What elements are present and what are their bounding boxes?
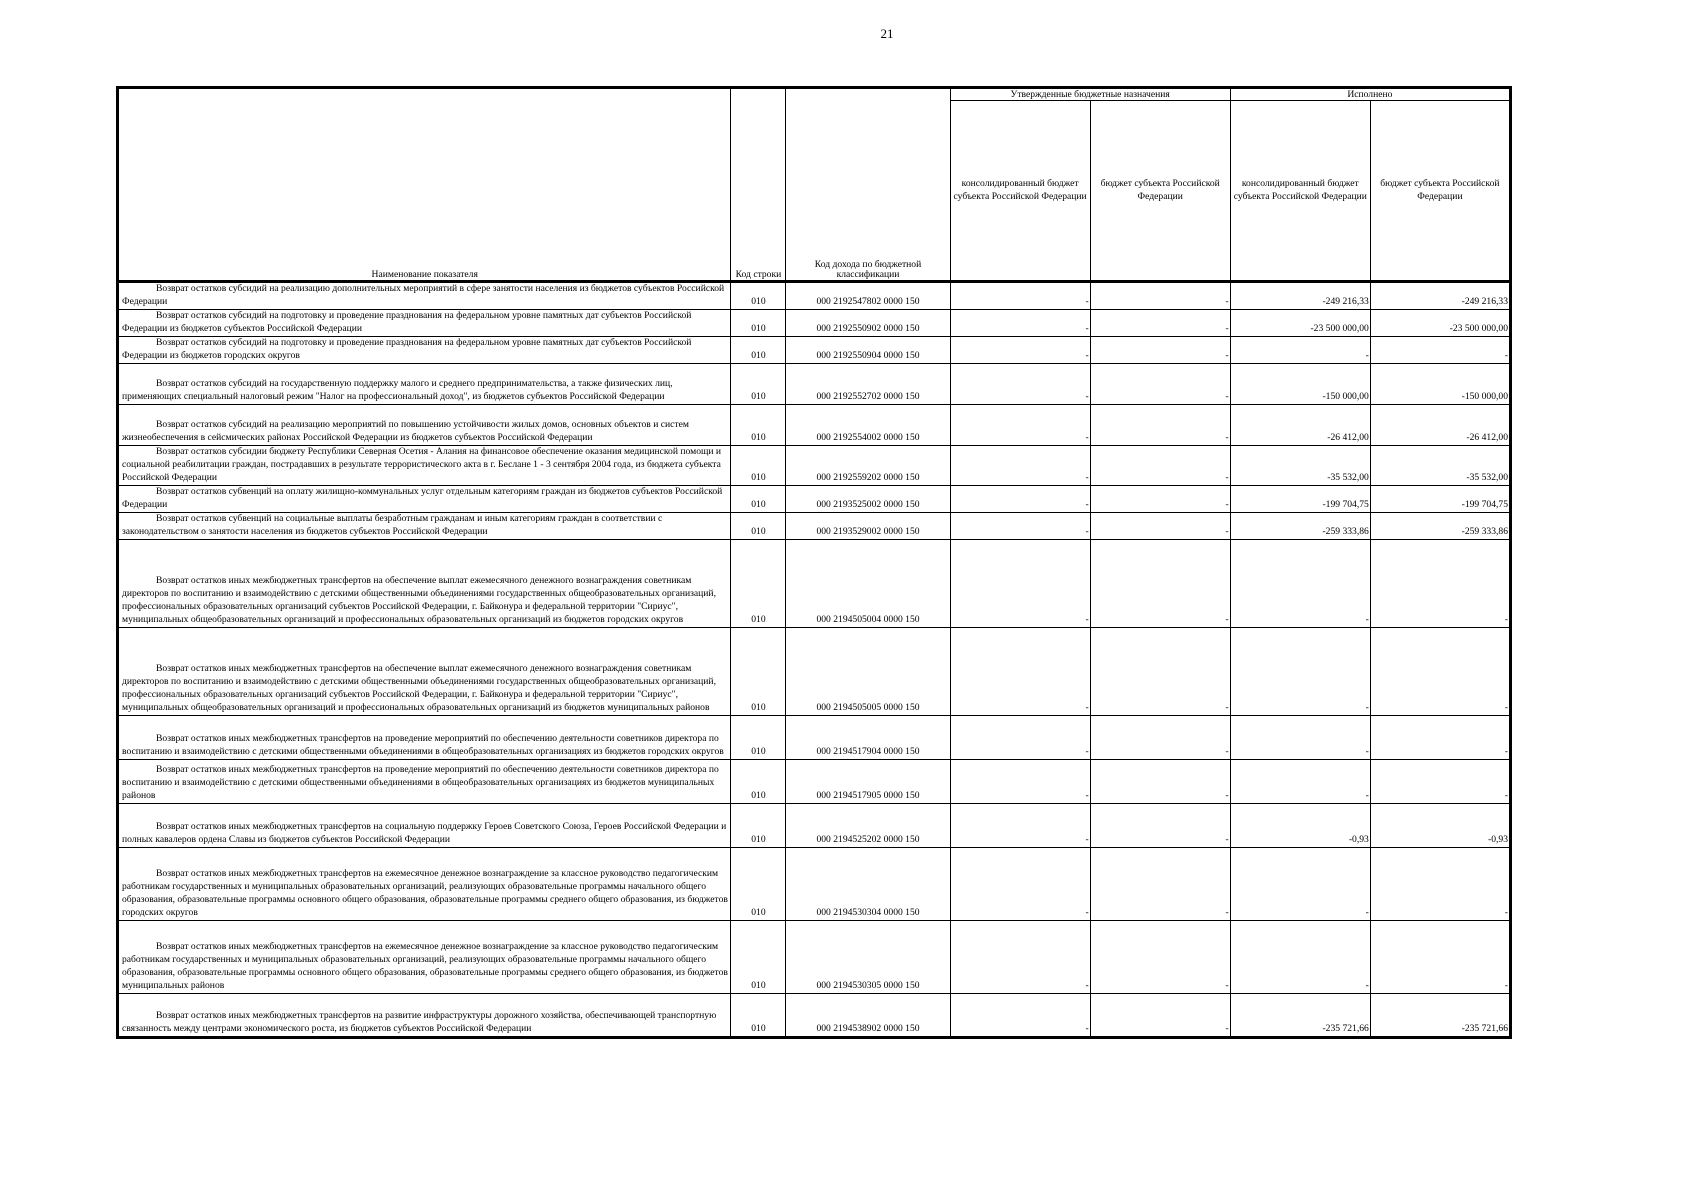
row-name-text: Возврат остатков субвенций на социальные выплаты безработным гражданам и иным категориям граждан в соответствии с законодательством о занятости населения из бюджетов субъектов Российской Федерации [122, 513, 663, 537]
row-line-code: 010 [731, 920, 786, 993]
row-executed-subject: - [1370, 759, 1510, 803]
budget-table [116, 86, 1512, 1039]
table-body [118, 282, 1511, 1038]
row-line-code: 010 [731, 759, 786, 803]
row-executed-subject: - [1370, 539, 1510, 627]
table-row [118, 715, 1511, 759]
row-executed-subject: -150 000,00 [1370, 363, 1510, 404]
row-approved-subject: - [1090, 309, 1230, 336]
table-row [118, 363, 1511, 404]
row-name-text: Возврат остатков иных межбюджетных трансфертов на обеспечение выплат ежемесячного денежного вознаграждения советникам директоров по воспитанию и взаимодействию с детскими общественными объединениями государственных общеобразовательных организаций, профессиональных образовательных организаций субъектов Российской Федерации, г. Байконура и федеральной территории "Сириус", муниципальных общеобразовательных организаций и профессиональных образовательных организаций из бюджетов городских округов [122, 575, 716, 625]
row-approved-subject: - [1090, 759, 1230, 803]
row-name-text: Возврат остатков субсидий на подготовку и проведение празднования на федеральном уровне памятных дат субъектов Российской Федерации из бюджетов городских округов [122, 337, 692, 361]
row-approved-subject: - [1090, 803, 1230, 847]
header-approved-consolidated: консолидированный бюджет субъекта Российской Федерации [950, 101, 1090, 282]
row-line-code: 010 [731, 404, 786, 445]
row-executed-consolidated: -150 000,00 [1230, 363, 1370, 404]
row-name [118, 627, 731, 715]
row-income-code: 000 2194538902 0000 150 [786, 993, 950, 1037]
row-approved-subject: - [1090, 363, 1230, 404]
row-income-code: 000 2192552702 0000 150 [786, 363, 950, 404]
row-income-code: 000 2194517904 0000 150 [786, 715, 950, 759]
row-line-code: 010 [731, 847, 786, 920]
row-executed-subject: -35 532,00 [1370, 445, 1510, 485]
row-executed-consolidated: - [1230, 847, 1370, 920]
row-executed-consolidated: -0,93 [1230, 803, 1370, 847]
row-income-code: 000 2194517905 0000 150 [786, 759, 950, 803]
row-income-code: 000 2193529002 0000 150 [786, 512, 950, 539]
row-approved-consolidated: - [950, 539, 1090, 627]
row-income-code: 000 2192550904 0000 150 [786, 336, 950, 363]
row-executed-subject: - [1370, 847, 1510, 920]
row-name [118, 715, 731, 759]
row-name [118, 539, 731, 627]
header-income-code: Код дохода по бюджетной классификации [786, 88, 950, 282]
row-name [118, 920, 731, 993]
row-approved-consolidated: - [950, 485, 1090, 512]
row-name [118, 404, 731, 445]
row-approved-subject: - [1090, 282, 1230, 310]
row-name [118, 336, 731, 363]
row-name [118, 993, 731, 1037]
row-executed-subject: -23 500 000,00 [1370, 309, 1510, 336]
row-name [118, 485, 731, 512]
row-name [118, 282, 731, 310]
row-executed-consolidated: -235 721,66 [1230, 993, 1370, 1037]
table-row [118, 445, 1511, 485]
table-row [118, 759, 1511, 803]
row-line-code: 010 [731, 445, 786, 485]
row-income-code: 000 2194530304 0000 150 [786, 847, 950, 920]
row-income-code: 000 2192554002 0000 150 [786, 404, 950, 445]
row-name-text: Возврат остатков субсидий на подготовку и проведение празднования на федеральном уровне памятных дат субъектов Российской Федерации из бюджетов субъектов Российской Федерации [122, 310, 692, 334]
row-name-text: Возврат остатков субсидий на реализацию дополнительных мероприятий в сфере занятости населения из бюджетов субъектов Российской Федерации [122, 283, 725, 307]
row-line-code: 010 [731, 282, 786, 310]
row-name-text: Возврат остатков иных межбюджетных трансфертов на проведение мероприятий по обеспечению деятельности советников директора по воспитанию и взаимодействию с детскими общественными объединениями в общеобразовательных организациях из бюджетов городских округов [122, 733, 724, 757]
row-income-code: 000 2194530305 0000 150 [786, 920, 950, 993]
row-approved-consolidated: - [950, 803, 1090, 847]
row-approved-subject: - [1090, 715, 1230, 759]
header-executed-group: Исполнено [1230, 88, 1510, 101]
row-approved-subject: - [1090, 847, 1230, 920]
row-approved-consolidated: - [950, 920, 1090, 993]
row-executed-subject: -235 721,66 [1370, 993, 1510, 1037]
row-executed-consolidated: - [1230, 539, 1370, 627]
header-executed-subject: бюджет субъекта Российской Федерации [1370, 101, 1510, 282]
row-name-text: Возврат остатков иных межбюджетных трансфертов на развитие инфраструктуры дорожного хозяйства, обеспечивающей транспортную связанность между центрами экономического роста, из бюджетов субъектов Российской Федерации [122, 1010, 717, 1034]
table-row [118, 847, 1511, 920]
budget-table-wrapper [116, 86, 1512, 1039]
row-executed-subject: -0,93 [1370, 803, 1510, 847]
row-approved-subject: - [1090, 920, 1230, 993]
table-row [118, 282, 1511, 310]
row-name-text: Возврат остатков иных межбюджетных трансфертов на социальную поддержку Героев Советского Союза, Героев Российской Федерации и полных кавалеров ордена Славы из бюджетов субъектов Российской Федерации [122, 821, 727, 845]
page-number: 21 [880, 26, 894, 41]
row-executed-subject: -26 412,00 [1370, 404, 1510, 445]
row-line-code: 010 [731, 715, 786, 759]
row-executed-consolidated: - [1230, 759, 1370, 803]
row-executed-consolidated: -249 216,33 [1230, 282, 1370, 310]
table-row [118, 803, 1511, 847]
row-name-text: Возврат остатков иных межбюджетных трансфертов на проведение мероприятий по обеспечению деятельности советников директора по воспитанию и взаимодействию с детскими общественными объединениями в общеобразовательных организациях из бюджетов муниципальных районов [122, 764, 719, 801]
row-name-text: Возврат остатков иных межбюджетных трансфертов на ежемесячное денежное вознаграждение за классное руководство педагогическим работникам государственных и муниципальных образовательных организаций, реализующих образовательные программы начального общего образования, образовательные программы основного общего образования, образовательные программы среднего общего образования, из бюджетов муниципальных районов [122, 941, 728, 991]
row-executed-consolidated: -35 532,00 [1230, 445, 1370, 485]
row-approved-consolidated: - [950, 847, 1090, 920]
row-executed-consolidated: - [1230, 920, 1370, 993]
row-approved-consolidated: - [950, 512, 1090, 539]
row-name [118, 445, 731, 485]
row-executed-subject: -259 333,86 [1370, 512, 1510, 539]
row-name-text: Возврат остатков иных межбюджетных трансфертов на обеспечение выплат ежемесячного денежного вознаграждения советникам директоров по воспитанию и взаимодействию с детскими общественными объединениями государственных общеобразовательных организаций, профессиональных образовательных организаций субъектов Российской Федерации, г. Байконура и федеральной территории "Сириус", муниципальных общеобразовательных организаций и профессиональных образовательных организаций из бюджетов муниципальных районов [122, 663, 716, 713]
row-name-text: Возврат остатков субвенций на оплату жилищно-коммунальных услуг отдельным категориям граждан из бюджетов субъектов Российской Федерации [122, 486, 723, 510]
row-line-code: 010 [731, 485, 786, 512]
table-row [118, 627, 1511, 715]
row-approved-subject: - [1090, 627, 1230, 715]
row-approved-subject: - [1090, 485, 1230, 512]
row-executed-subject: - [1370, 715, 1510, 759]
row-income-code: 000 2194525202 0000 150 [786, 803, 950, 847]
table-row [118, 993, 1511, 1037]
table-header [118, 88, 1511, 282]
row-executed-subject: - [1370, 920, 1510, 993]
table-row [118, 404, 1511, 445]
header-approved-subject: бюджет субъекта Российской Федерации [1090, 101, 1230, 282]
row-approved-consolidated: - [950, 759, 1090, 803]
row-approved-consolidated: - [950, 404, 1090, 445]
row-approved-consolidated: - [950, 445, 1090, 485]
row-name [118, 759, 731, 803]
row-name [118, 363, 731, 404]
row-approved-subject: - [1090, 336, 1230, 363]
row-line-code: 010 [731, 309, 786, 336]
row-approved-subject: - [1090, 404, 1230, 445]
row-executed-subject: - [1370, 336, 1510, 363]
row-executed-consolidated: -199 704,75 [1230, 485, 1370, 512]
row-name [118, 803, 731, 847]
header-name: Наименование показателя [118, 88, 731, 282]
table-row [118, 309, 1511, 336]
row-approved-consolidated: - [950, 993, 1090, 1037]
row-executed-consolidated: - [1230, 336, 1370, 363]
row-executed-consolidated: - [1230, 627, 1370, 715]
row-approved-consolidated: - [950, 282, 1090, 310]
row-approved-consolidated: - [950, 627, 1090, 715]
row-name-text: Возврат остатков субсидий на реализацию мероприятий по повышению устойчивости жилых домов, основных объектов и систем жизнеобеспечения в сейсмических районах Российской Федерации из бюджетов субъектов Российской Федерации [122, 419, 689, 443]
row-name-text: Возврат остатков субсидий на государственную поддержку малого и среднего предпринимательства, а также физических лиц, применяющих специальный налоговый режим "Налог на профессиональный доход", из бюджетов субъектов Российской Федерации [122, 378, 673, 402]
row-line-code: 010 [731, 512, 786, 539]
row-line-code: 010 [731, 803, 786, 847]
row-name-text: Возврат остатков субсидии бюджету Республики Северная Осетия - Алания на финансовое обеспечение оказания медицинской помощи и социальной реабилитации граждан, пострадавших в результате террористического акта в г. Беслане 1 - 3 сентября 2004 года, из бюджета субъекта Российской Федерации [122, 446, 722, 483]
row-approved-consolidated: - [950, 715, 1090, 759]
row-line-code: 010 [731, 993, 786, 1037]
row-line-code: 010 [731, 539, 786, 627]
table-row [118, 539, 1511, 627]
table-row [118, 920, 1511, 993]
row-line-code: 010 [731, 627, 786, 715]
row-executed-subject: -199 704,75 [1370, 485, 1510, 512]
row-income-code: 000 2193525002 0000 150 [786, 485, 950, 512]
row-approved-subject: - [1090, 993, 1230, 1037]
table-row [118, 512, 1511, 539]
table-row [118, 336, 1511, 363]
row-executed-consolidated: - [1230, 715, 1370, 759]
row-income-code: 000 2192550902 0000 150 [786, 309, 950, 336]
header-line-code: Код строки [731, 88, 786, 282]
row-income-code: 000 2192559202 0000 150 [786, 445, 950, 485]
row-approved-subject: - [1090, 512, 1230, 539]
row-executed-consolidated: -259 333,86 [1230, 512, 1370, 539]
row-executed-subject: -249 216,33 [1370, 282, 1510, 310]
row-income-code: 000 2192547802 0000 150 [786, 282, 950, 310]
row-income-code: 000 2194505005 0000 150 [786, 627, 950, 715]
row-approved-consolidated: - [950, 336, 1090, 363]
row-line-code: 010 [731, 336, 786, 363]
row-name [118, 847, 731, 920]
row-executed-subject: - [1370, 627, 1510, 715]
row-approved-consolidated: - [950, 309, 1090, 336]
row-executed-consolidated: -23 500 000,00 [1230, 309, 1370, 336]
header-executed-consolidated: консолидированный бюджет субъекта Российской Федерации [1230, 101, 1370, 282]
row-income-code: 000 2194505004 0000 150 [786, 539, 950, 627]
row-name [118, 309, 731, 336]
row-name-text: Возврат остатков иных межбюджетных трансфертов на ежемесячное денежное вознаграждение за классное руководство педагогическим работникам государственных и муниципальных образовательных организаций, реализующих образовательные программы начального общего образования, образовательные программы основного общего образования, образовательные программы среднего общего образования, из бюджетов городских округов [122, 868, 728, 918]
row-name [118, 512, 731, 539]
table-row [118, 485, 1511, 512]
row-line-code: 010 [731, 363, 786, 404]
row-approved-subject: - [1090, 445, 1230, 485]
row-approved-consolidated: - [950, 363, 1090, 404]
row-approved-subject: - [1090, 539, 1230, 627]
header-approved-group: Утвержденные бюджетные назначения [950, 88, 1230, 101]
row-executed-consolidated: -26 412,00 [1230, 404, 1370, 445]
